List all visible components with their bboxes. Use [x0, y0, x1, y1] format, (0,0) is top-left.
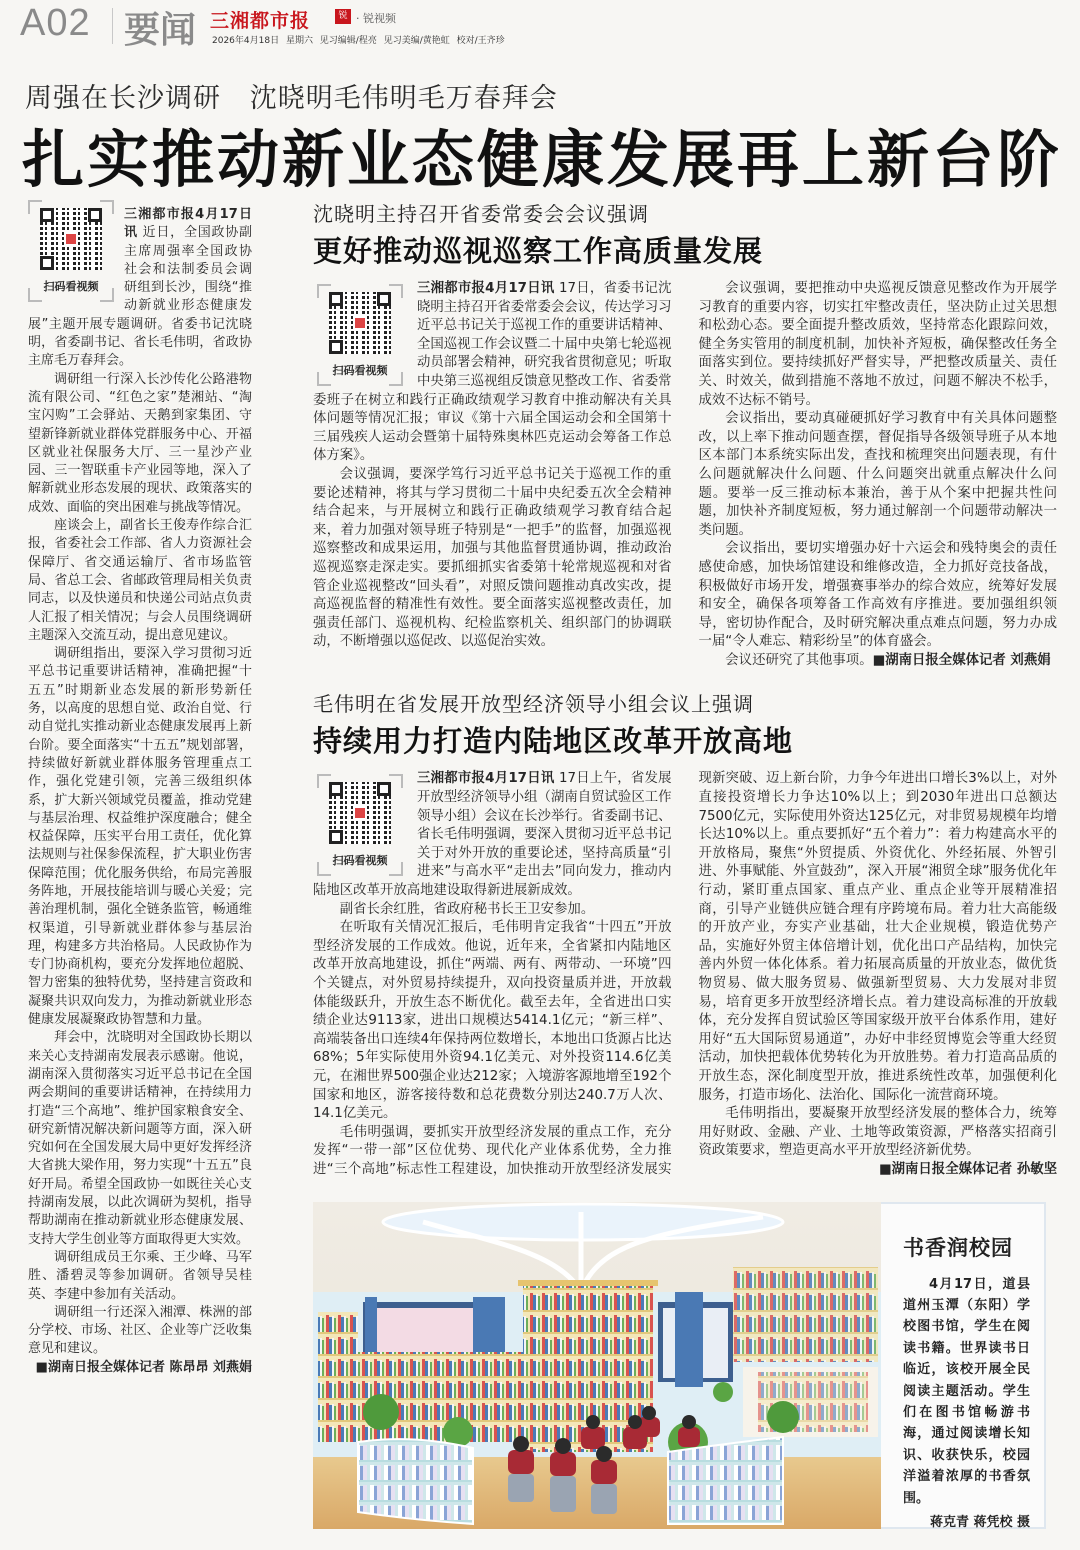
dateline-lead: 三湘都市报4月17日讯 — [417, 281, 555, 296]
paragraph: 调研组一行还深入湘潭、株洲的部分学校、市场、社区、企业等广泛收集意见和建议。 — [28, 1304, 252, 1357]
paragraph: 会议指出，要动真碰硬抓好学习教育中有关具体问题整改，以上率下推动问题查摆，督促指导各级领导班子从本地区本部门本系统实际出发，查找和梳理突出问题表现，有什么问题就解决什么问题、什么问题突出就重点解决什么问题。要举一反三推动标本兼治，善于从个案中把握共性问题，加快补齐制度短板，努力通过解剖一个问题带动解决一类问题。 — [698, 411, 1057, 538]
qr-caption: 扫码看视频 — [43, 280, 99, 293]
qr-code-video[interactable] — [28, 200, 114, 302]
article-3-title: 持续用力打造内陆地区改革开放高地 — [313, 724, 794, 759]
article-2-title: 更好推动巡视巡察工作高质量发展 — [313, 234, 764, 268]
paragraph: 在听取有关情况汇报后，毛伟明肯定我省“十四五”开放型经济发展的工作成效。他说，近年来，全省紧扣内陆地区改革开放高地建设，抓住“两端、两有、两带动、一环境”四个关键点，对外贸易持续提升，双向投资量质并进，开放载体能级跃升，开放生态不断优化。截至去年，全省进出口实绩企业达9113家，进出口规模达5414.1亿元；“新三样”、高端装备出口连续4年保持两位数增长，本地出口货源占比达68%；5年实际使用外资94.1亿美元、对外投资114.6亿美元，在湘世界500强企业达212家；入境游客源地增至192个国家和地区，游客接待数和总花费数分别达240.7万人次、14.1亿美元。 — [313, 920, 672, 1122]
paragraph: 副省长余红胜，省政府秘书长王卫安参加。 — [339, 901, 595, 917]
paragraph: 调研组指出，要深入学习贯彻习近平总书记重要讲话精神，准确把握“十五五”时期新业态发展的新形势新任务，以高度的思想自觉、政治自觉、行动自觉扎实推动新业态健康发展再上新台阶。要全面落实“十五五”规划部署，持续做好新就业群体服务管理重点工作，强化党建引领，完善三级组织体系，扩大新兴领域党员覆盖，推动党建与基层治理、权益维护深度融合；健全权益保障，压实平台用工责任，优化算法规则与社保参保流程，扩大职业伤害保障范围；优化服务供给，布局完善服务阵地，开展技能培训与暖心关爱；完善治理机制，强化全链条监管，畅通维权渠道，引导新就业群体参与基层治理，构建多方共治格局。人民政协作为专门协商机构，要充分发挥地位超脱、智力密集的独特优势，坚持建言资政和凝聚共识双向发力，为推动新就业形态健康发展凝聚政协智慧和力量。 — [28, 646, 252, 1028]
photo-credit: 蒋克青 蒋凭校 摄 — [929, 1515, 1030, 1530]
article-2-body — [313, 280, 1057, 670]
paragraph-text: 17日，省委书记沈晓明主持召开省委常委会会议，传达学习习近平总书记关于巡视工作的重要讲话精神、全国巡视工作会议暨二十届中央第七轮巡视动员部署会精神，研究我省贯彻意见；听取中央第三巡视组反馈意见整改工作、省委常委班子在树立和践行正确政绩观学习教育中推动解决有关具体问题等情况汇报；审议《第十六届全国运动会和全国第十三届残疾人运动会暨第十届特殊奥林匹克运动会筹备工作总体方案》。 — [313, 281, 672, 464]
article-3-kicker: 毛伟明在省发展开放型经济领导小组会议上强调 — [313, 692, 754, 717]
byline: ■湖南日报全媒体记者 陈昂昂 刘燕娟 — [35, 1359, 252, 1375]
paragraph-text: 17日上午，省发展开放型经济领导小组（湖南自贸试验区工作领导小组）会议在长沙举行。省委副书记、省长毛伟明强调，要深入贯彻习近平总书记关于对外开放的重要论述，坚持高质量“引进来”与高水平“走出去”同向发力，推动内陆地区改革开放高地建设取得新进展新成效。 — [313, 771, 672, 899]
section-name: 要闻 — [124, 10, 197, 51]
paragraph: 毛伟明强调，要抓实开放型经济发展的重点工作，充分发挥“一带一部”区位优势、现代化产业体系优势，全力推进“三个高地”标志性工程建设，加快推动开放型经济发展实现新突破、迈上新台阶，力争今年进出口增长3%以上，对外直接投资增长力争达10%以上；到2030年进出口总额达7500亿元，实际使用外资达125亿元，对非贸易规模年均增长达10%以上。重点要抓好“五个着力”：着力构建高水平的开放格局，聚焦“外贸提质、外资优化、外经拓展、外智引进、外事赋能、外宣鼓劲”，深入开展“湘贸全球”服务优化年行动，紧盯重点国家、重点产业、重点企业等开展精准招商，引导产业链供应链合理有序跨境布局。着力壮大高能级的开放产业，夯实产业基础，壮大企业规模，锻造优势产品，实施好外贸主体倍增计划，优化出口产品结构，加快完善内外贸一体化体系。着力拓展高质量的开放业态，做优货物贸易、做大服务贸易、做强新型贸易、大力发展对非贸易，培育更多开放型经济增长点。着力建设高标准的开放载体，充分发挥自贸试验区等国家级开放平台体系作用，建好用好“五大国际贸易通道”，办好中非经贸博览会等重大经贸活动，加快把载体优势转化为开放胜势。着力打造高品质的开放生态，深化制度型开放，推进系统性改革，加强便利化服务，打造市场化、法治化、国际化一流营商环境。 — [313, 771, 1057, 1177]
qr-code-video[interactable] — [317, 774, 403, 876]
paragraph: 座谈会上，副省长王俊寿作综合汇报，省委社会工作部、省人力资源社会保障厅、省交通运输厅、省市场监管局、省总工会、省邮政管理局相关负责同志，以及快递员和快递公司站点负责人汇报了相关情况；与会人员围绕调研主题深入交流互动，提出意见建议。 — [28, 518, 252, 643]
dateline: 2026年4月18日 星期六 见习编辑/程亮 见习美编/黄艳虹 校对/王齐珍 — [212, 36, 505, 46]
subheadline: 周强在长沙调研 沈晓明毛伟明毛万春拜会 — [25, 83, 558, 114]
byline: ■湖南日报全媒体记者 孙敏坚 — [878, 1161, 1057, 1177]
masthead-logo: 三湘都市报 — [210, 10, 311, 32]
page-number: A02 — [20, 2, 91, 44]
main-column — [313, 198, 1057, 1529]
qr-code-video[interactable] — [317, 284, 403, 386]
article-2 — [313, 198, 1057, 670]
paragraph: 调研组一行深入长沙传化公路港物流有限公司、“红色之家”楚湘站、“淘宝闪购”工会驿站、天鹅到家集团、守望新锋新就业群体党群服务中心、开福区就业社保服务大厅、三一星沙产业园、三一智联重卡产业园等地，深入了解新就业形态发展的现状、政策落实的成效、面临的突出困难与挑战等情况。 — [28, 371, 252, 515]
qr-caption: 扫码看视频 — [332, 364, 388, 377]
article-3 — [313, 688, 1057, 1179]
paragraph-text: 近日，全国政协副主席周强率全国政协社会和法制委员会调研组到长沙，围绕“推动新就业形态健康发展”主题开展专题调研。省委书记沈晓明，省委副书记、省长毛伟明，省政协主席毛万春拜会。 — [28, 225, 252, 369]
article-2-kicker: 沈晓明主持召开省委常委会会议强调 — [313, 202, 649, 226]
article-1 — [28, 200, 252, 1377]
photo-caption-box — [881, 1202, 1046, 1529]
paragraph: 会议指出，要切实增强办好十六运会和残特奥会的责任感使命感，加快场馆建设和维修改造，全力抓好竞技备战，积极做好市场开发，增强赛事举办的综合效应，统筹好发展和安全，确保各项筹备工作高效有序推进。要加强组织领导，密切协作配合，及时研究解决重点难点问题，努力办成一届“令人难忘、精彩纷呈”的体育盛会。 — [698, 541, 1057, 650]
paragraph — [699, 652, 1058, 671]
byline: ■湖南日报全媒体记者 刘燕娟 — [872, 652, 1051, 668]
library-photo — [313, 1202, 881, 1529]
photo-caption: 4月17日，道县道州玉潭（东阳）学校图书馆，学生在阅读书籍。世界读书日临近，该校开展全民阅读主题活动。学生们在图书馆畅游书海，通过阅读增长知识、收获快乐，校园洋溢着浓厚的书香氛围。 — [903, 1276, 1030, 1506]
paragraph: 会议强调，要把推动中央巡视反馈意见整改作为开展学习教育的重要内容，切实扛牢整改责任，坚决防止过关思想和松劲心态。要全面提升整改质效，坚持常态化跟踪问效，健全务实管用的制度机制，加快补齐短板，确保整改任务全面落实到位。要持续抓好严督实导，严把整改质量关、责任关、时效关，做到措施不落地不放过，问题不解决不松手，成效不达标不销号。 — [698, 281, 1057, 408]
paragraph: 会议强调，要深学笃行习近平总书记关于巡视工作的重要论述精神，将其与学习贯彻二十届中央纪委五次全会精神结合起来，与开展树立和践行正确政绩观学习教育结合起来，着力加强对领导班子特别是“一把手”的监督，加强巡视巡察整改和成果运用，加强与其他监督贯通协调，推动政治巡视巡察走深走实。要抓细抓实省委第十轮常规巡视和对省管企业巡视整改“回头看”，对照反馈问题推动真改实改，提高巡视监督的精准性有效性。要全面落实巡视整改责任，加强责任部门、巡视机构、纪检监察机关、组织部门的协调联动，不断增强以巡促改、以巡促治实效。 — [313, 466, 672, 650]
qr-caption: 扫码看视频 — [332, 854, 388, 868]
paragraph-text: 会议还研究了其他事项。 — [725, 652, 873, 668]
header-divider — [112, 8, 113, 44]
photo-feature — [313, 1202, 1057, 1529]
video-logo-icon: 锐 — [335, 9, 351, 24]
paragraph: 调研组成员王尔乘、王少峰、马军胜、潘碧灵等参加调研。省领导吴桂英、李建中参加有关活动。 — [28, 1249, 252, 1302]
article-3-body — [313, 770, 1057, 1179]
video-logo-text: · 锐视频 — [356, 12, 396, 25]
dateline-lead: 三湘都市报4月17日讯 — [124, 207, 252, 241]
dateline-lead: 三湘都市报4月17日讯 — [417, 771, 555, 787]
paragraph: 拜会中，沈晓明对全国政协长期以来关心支持湖南发展表示感谢。他说，湖南深入贯彻落实习近平总书记在全国两会期间的重要讲话精神，在持续用力打造“三个高地”、维护国家粮食安全、研究新情况解决新问题等方面，深入研究如何在全国发展大局中更好发挥经济大省挑大梁作用，努力实现“十五五”良好开局。希望全国政协一如既往关心支持湖南发展，以此次调研为契机，指导帮助湖南在推动新就业形态健康发展、支持大学生创业等方面取得更大实效。 — [28, 1030, 252, 1247]
paragraph: 毛伟明指出，要凝聚开放型经济发展的整体合力，统筹用好财政、金融、产业、土地等政策资源，严格落实招商引资政策要求，塑造更高水平开放型经济新优势。 — [698, 1106, 1057, 1159]
photo-title: 书香润校园 — [903, 1235, 1013, 1260]
headline: 扎实推动新业态健康发展再上新台阶 — [22, 123, 1063, 196]
